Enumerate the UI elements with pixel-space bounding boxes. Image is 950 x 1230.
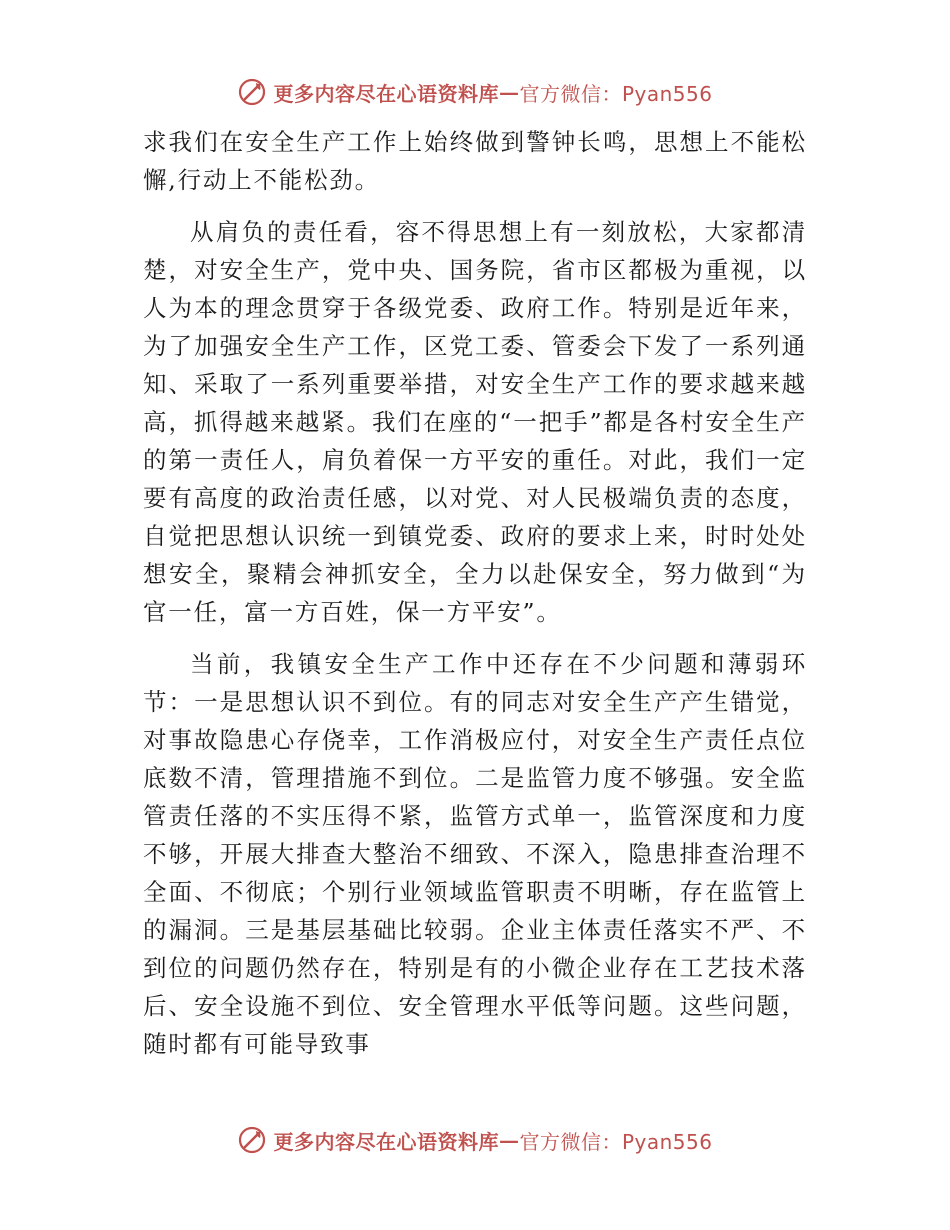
paragraph-2: 从肩负的责任看，容不得思想上有一刻放松，大家都清楚，对安全生产，党中央、国务院，省市区都极为重视，以人为本的理念贯穿于各级党委、政府工作。特别是近年来，为了加强安全生产工作，区党工委、管委会下发了一系列通知、采取了一系列重要举措，对安全生产工作的要求越来越高，抓得越来越紧。我们在座的“一把手”都是各村安全生产的第一责任人，肩负着保一方平安的重任。对此，我们一定要有高度的政治责任感，以对党、对人民极端负责的态度，自觉把思想认识统一到镇党委、政府的要求上来，时时处处想安全，聚精会神抓安全，全力以赴保安全，努力做到“为官一任，富一方百姓，保一方平安”。	[143, 218, 807, 626]
footer-dash: —	[498, 1128, 520, 1152]
header-site-text: 更多内容尽在心语资料库	[273, 81, 499, 106]
header-watermark	[0, 72, 950, 112]
quill-logo-icon	[237, 77, 267, 107]
footer-wechat-text: 官方微信：Pyan556	[519, 1129, 713, 1154]
header-dash: —	[498, 80, 520, 104]
footer-watermark	[0, 1120, 950, 1160]
paragraph-1: 求我们在安全生产工作上始终做到警钟长鸣，思想上不能松懈,行动上不能松劲。	[143, 128, 807, 194]
footer-site-text: 更多内容尽在心语资料库	[273, 1129, 499, 1154]
quill-logo-icon	[237, 1125, 267, 1155]
paragraph-3: 当前，我镇安全生产工作中还存在不少问题和薄弱环节：一是思想认识不到位。有的同志对安全生产产生错觉，对事故隐患心存侥幸，工作消极应付，对安全生产责任点位底数不清，管理措施不到位。二是监管力度不够强。安全监管责任落的不实压得不紧，监管方式单一，监管深度和力度不够，开展大排查大整治不细致、不深入，隐患排查治理不全面、不彻底；个别行业领域监管职责不明晰，存在监管上的漏洞。三是基层基础比较弱。企业主体责任落实不严、不到位的问题仍然存在，特别是有的小微企业存在工艺技术落后、安全设施不到位、安全管理水平低等问题。这些问题，随时都有可能导致事	[143, 650, 807, 1058]
document-body	[143, 123, 807, 1063]
header-wechat-text: 官方微信：Pyan556	[519, 81, 713, 106]
